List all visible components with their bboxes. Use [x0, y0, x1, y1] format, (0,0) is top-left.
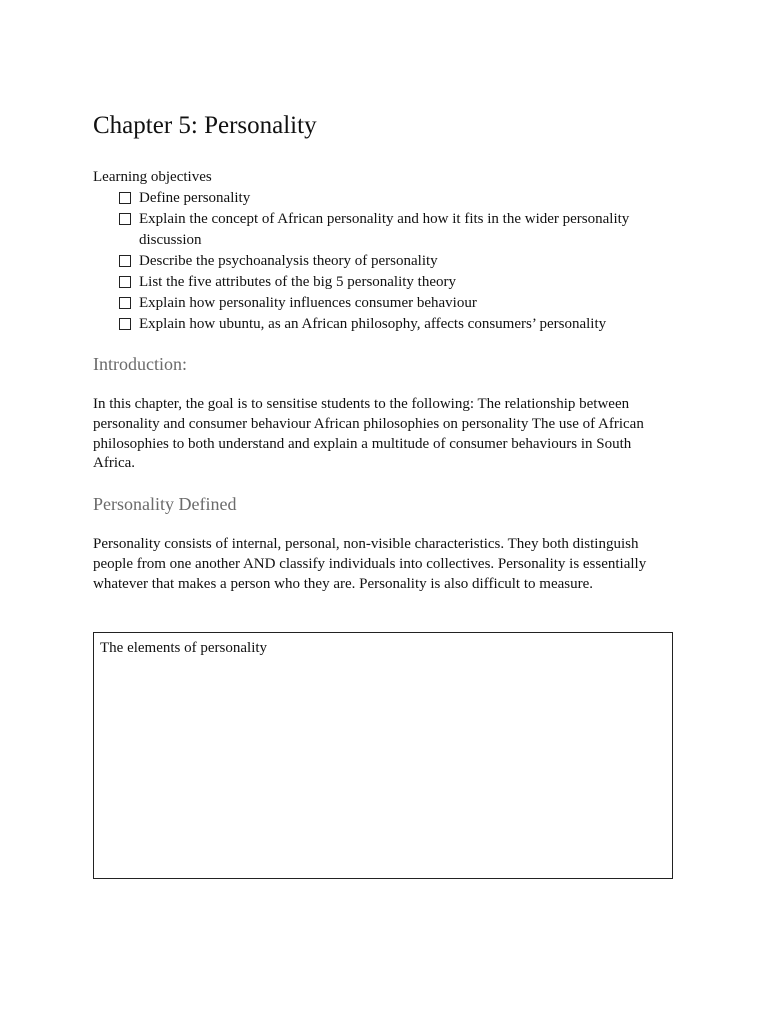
- objective-item: [119, 272, 659, 293]
- personality-defined-heading: Personality Defined: [93, 494, 237, 514]
- objective-text: Explain how personality influences consumer behaviour: [139, 295, 477, 311]
- introduction-paragraph: In this chapter, the goal is to sensitise students to the following: The relationship between personality and consumer behaviour African philosophies on personality The use of African philosophies to both understand and explain a multitude of consumer behaviours in South Africa.: [93, 396, 644, 472]
- objective-text: List the five attributes of the big 5 personality theory: [139, 274, 457, 290]
- checkbox-icon[interactable]: [119, 297, 131, 309]
- checkbox-icon[interactable]: [119, 192, 131, 204]
- introduction-heading: Introduction:: [93, 354, 187, 374]
- checkbox-icon[interactable]: [119, 255, 131, 267]
- objective-item: [119, 188, 659, 209]
- objective-item: [119, 314, 659, 335]
- objective-text: Explain the concept of African personality and how it fits in the wider personality discussion: [139, 211, 630, 248]
- checkbox-icon[interactable]: [119, 318, 131, 330]
- checkbox-icon[interactable]: [119, 276, 131, 288]
- learning-objectives-list: [119, 188, 659, 335]
- objective-item: [119, 251, 659, 272]
- objective-text: Define personality: [139, 190, 251, 206]
- chapter-title: Chapter 5: Personality: [93, 112, 317, 139]
- personality-defined-paragraph: Personality consists of internal, personal, non-visible characteristics. They both distinguish people from one another AND classify individuals into collectives. Personality is essentially whatever that makes a person who they are. Personality is also difficult to measure.: [93, 536, 647, 592]
- checkbox-icon[interactable]: [119, 213, 131, 225]
- objective-text: Explain how ubuntu, as an African philosophy, affects consumers’ personality: [139, 316, 607, 332]
- objective-item: [119, 293, 659, 314]
- objective-item: [119, 209, 659, 251]
- learning-objectives-label: Learning objectives: [93, 169, 212, 185]
- objective-text: Describe the psychoanalysis theory of personality: [139, 253, 438, 269]
- elements-of-personality-box: [93, 632, 673, 879]
- elements-box-label: The elements of personality: [100, 640, 268, 656]
